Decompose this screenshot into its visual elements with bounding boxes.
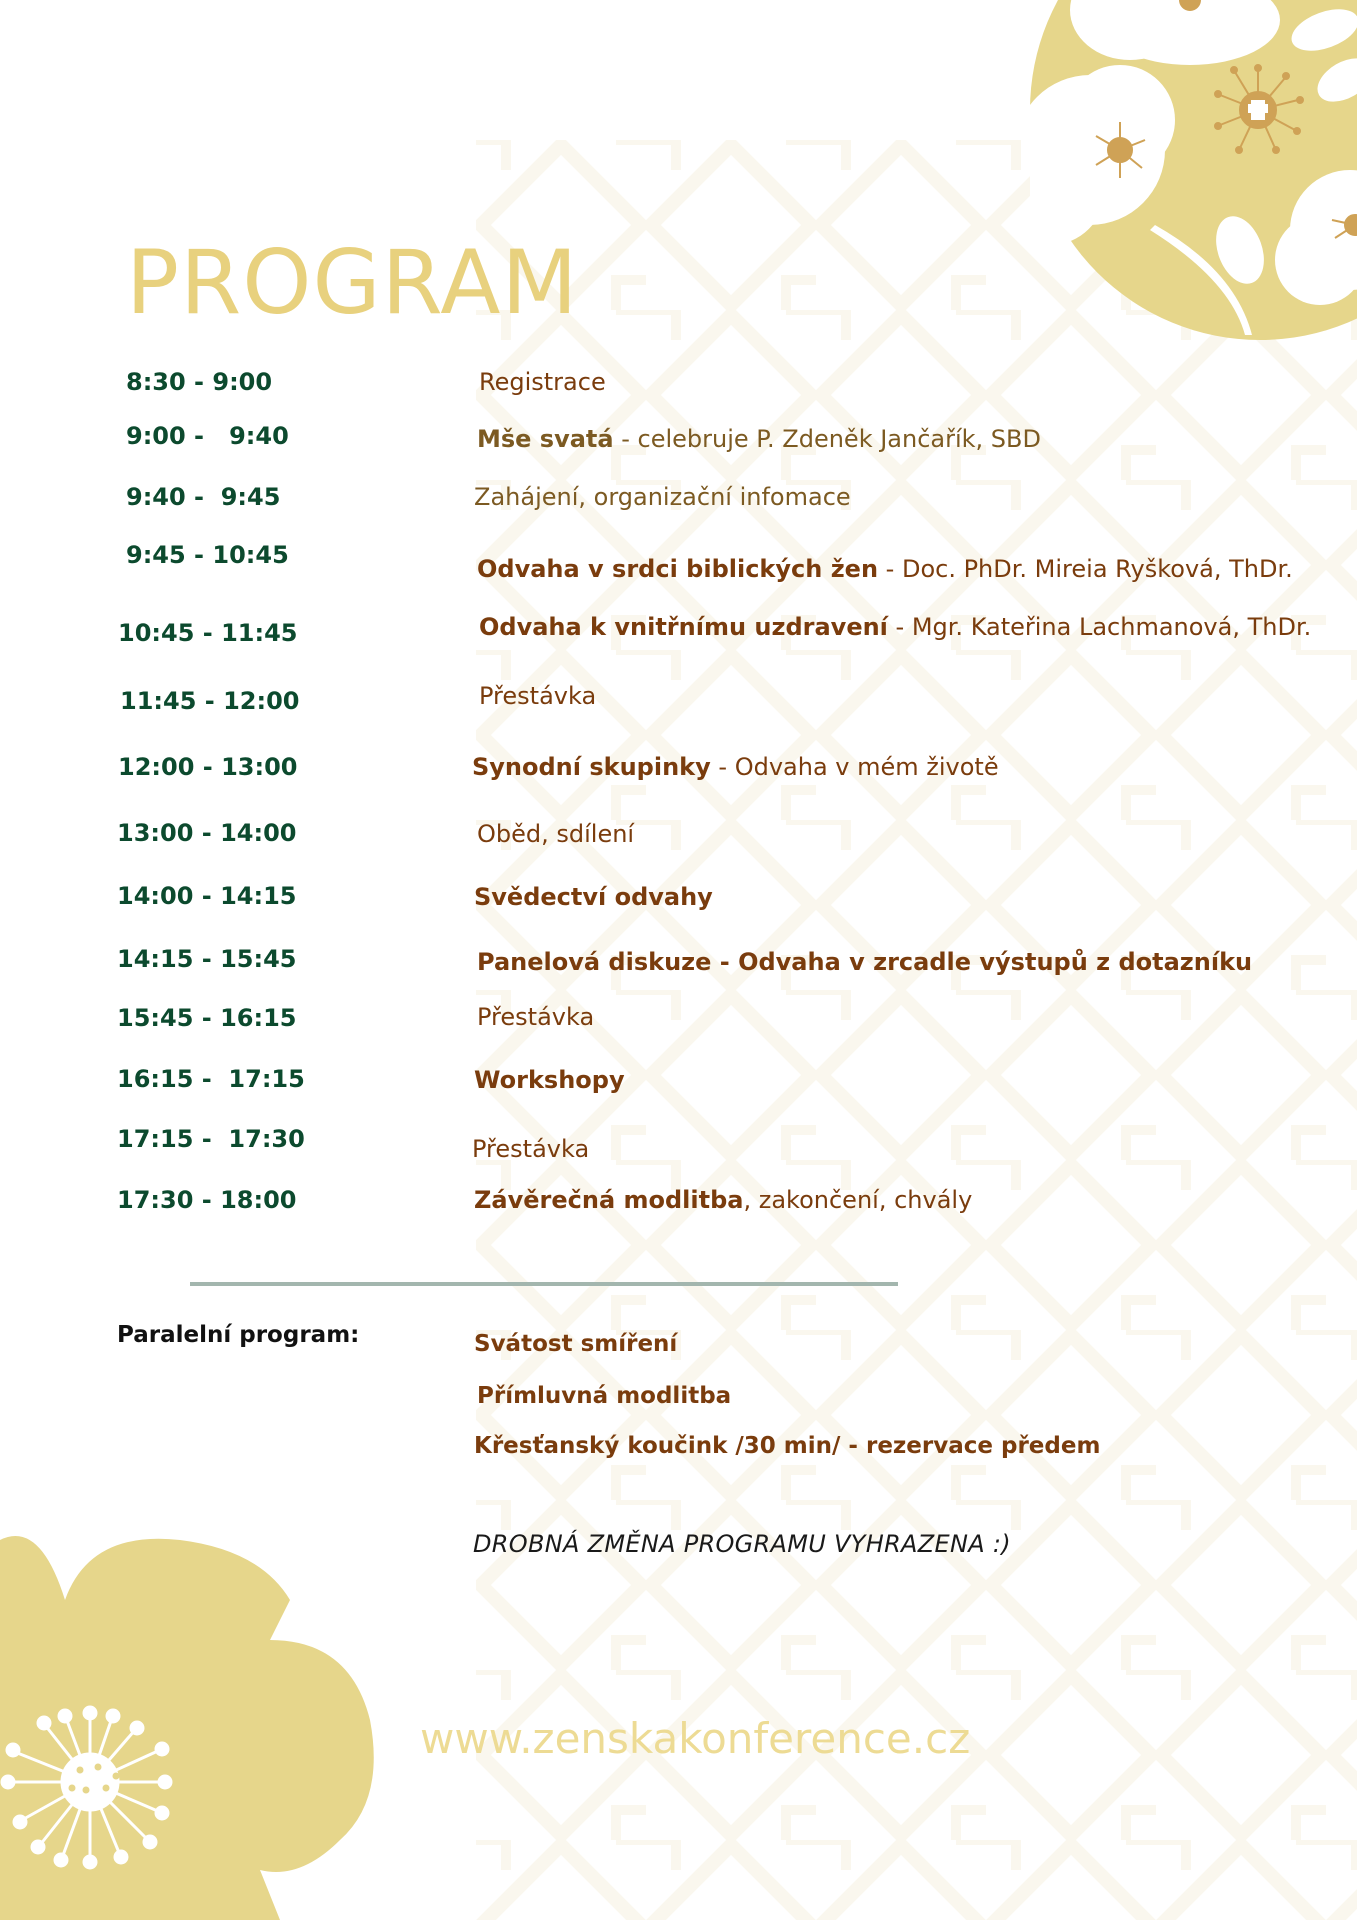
program-change-note: DROBNÁ ZMĚNA PROGRAMU VYHRAZENA :) — [473, 1530, 1011, 1558]
parallel-item: Svátost smíření — [474, 1331, 678, 1357]
time-range: 14:00 - 14:15 — [117, 882, 297, 910]
time-range: 10:45 - 11:45 — [118, 619, 298, 647]
background-pattern — [476, 140, 1357, 1920]
activity-title: Synodní skupinky — [472, 753, 711, 781]
activity-detail: Přestávka — [479, 682, 597, 710]
activity-detail: Zahájení, organizační infomace — [474, 483, 851, 511]
time-range: 9:00 - 9:40 — [126, 422, 289, 450]
activity-title: Závěrečná modlitba — [474, 1186, 744, 1214]
activity-title: Workshopy — [474, 1066, 625, 1094]
activity — [474, 885, 713, 909]
activity — [477, 822, 634, 846]
time-range: 11:45 - 12:00 — [120, 687, 300, 715]
flower-decoration-bottom-left — [0, 1520, 390, 1920]
time-range: 12:00 - 13:00 — [118, 753, 298, 781]
activity — [472, 1137, 589, 1161]
activity — [477, 950, 1252, 974]
activity — [479, 615, 1311, 639]
activity — [474, 1188, 972, 1212]
parallel-program-label: Paralelní program: — [117, 1322, 360, 1348]
activity-detail: , zakončení, chvály — [743, 1186, 973, 1214]
activity-title: Panelová diskuze - Odvaha v zrcadle výstupů z dotazníku — [477, 948, 1253, 976]
time-range: 13:00 - 14:00 — [117, 819, 297, 847]
time-range: 17:15 - 17:30 — [117, 1125, 305, 1153]
activity — [474, 1068, 625, 1092]
activity-title: Odvaha k vnitřnímu uzdravení — [479, 613, 888, 641]
activity — [477, 427, 1041, 451]
activity-detail: - Mgr. Kateřina Lachmanová, ThDr. — [887, 613, 1312, 641]
activity-detail: - Doc. PhDr. Mireia Ryšková, ThDr. — [878, 555, 1293, 583]
parallel-item: Křesťanský koučink /30 min/ - rezervace předem — [474, 1433, 1101, 1459]
activity — [477, 1005, 594, 1029]
time-range: 15:45 - 16:15 — [117, 1004, 297, 1032]
activity — [479, 370, 606, 394]
activity — [477, 557, 1293, 581]
activity-detail: - celebruje P. Zdeněk Jančařík, SBD — [613, 425, 1041, 453]
flower-decoration-top-right — [1030, 0, 1357, 340]
activity-detail: Přestávka — [472, 1135, 590, 1163]
time-range: 14:15 - 15:45 — [117, 945, 297, 973]
time-range: 17:30 - 18:00 — [117, 1186, 297, 1214]
activity-detail: Oběd, sdílení — [477, 820, 635, 848]
page-title: PROGRAM — [126, 230, 579, 334]
activity-detail: Přestávka — [477, 1003, 595, 1031]
time-range: 9:40 - 9:45 — [126, 483, 281, 511]
activity — [479, 684, 596, 708]
website-link[interactable]: www.zenskakonference.cz — [420, 1714, 971, 1763]
time-range: 16:15 - 17:15 — [117, 1065, 305, 1093]
activity-detail: Registrace — [479, 368, 606, 396]
activity — [472, 755, 999, 779]
activity-title: Mše svatá — [477, 425, 614, 453]
parallel-item: Přímluvná modlitba — [477, 1383, 732, 1409]
activity-title: Odvaha v srdci biblických žen — [477, 555, 879, 583]
section-divider — [190, 1282, 898, 1286]
activity-detail: - Odvaha v mém životě — [710, 753, 999, 781]
time-range: 8:30 - 9:00 — [126, 368, 273, 396]
activity — [474, 485, 851, 509]
activity-title: Svědectví odvahy — [474, 883, 713, 911]
time-range: 9:45 - 10:45 — [126, 541, 289, 569]
